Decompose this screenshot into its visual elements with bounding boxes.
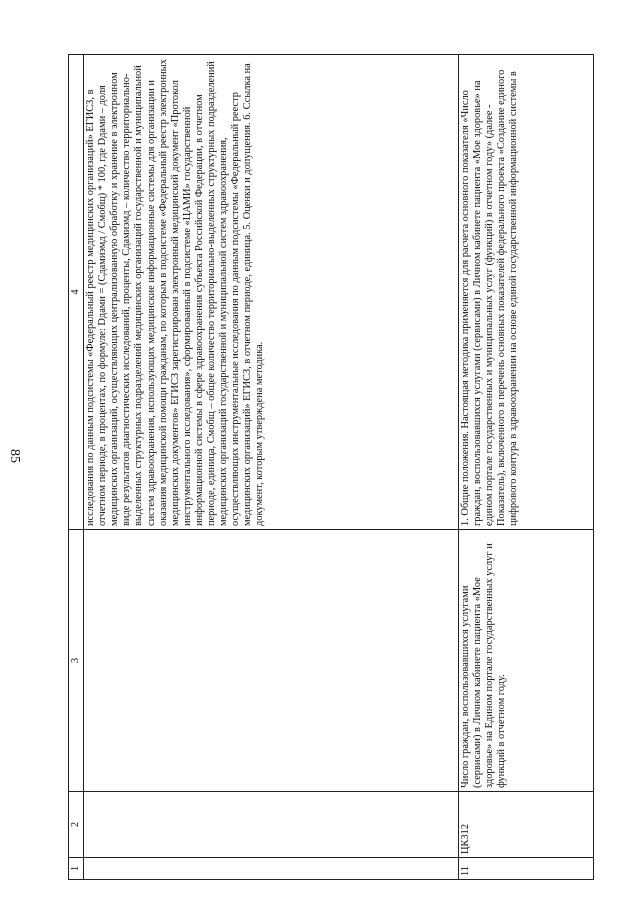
header-col-1: 1	[69, 858, 84, 880]
header-col-3: 3	[69, 530, 84, 792]
table-row	[459, 55, 594, 880]
indicator-name: Число граждан, воспользовавшихся услугами (сервисами) в Личном кабинете пациента «Мое здоровье» на Едином портале государственных услуг и функций в отчетном году.	[459, 530, 594, 792]
rotated-table-container	[68, 55, 608, 880]
table-row	[84, 55, 459, 880]
header-col-2: 2	[69, 792, 84, 858]
page-number: 85	[7, 449, 22, 463]
indicator-code: ЦК312	[459, 792, 594, 858]
methodology-table	[68, 54, 594, 880]
header-col-4: 4	[69, 55, 84, 530]
row-number: 11	[459, 858, 594, 880]
header-row	[69, 55, 84, 880]
indicator-code	[84, 792, 459, 858]
row-number	[84, 858, 459, 880]
methodology-text: 1. Общие положения. Настоящая методика применяется для расчета основного показателя «Число граждан, воспользовавшихся услугами (сервисами) в Личном кабинете пациента «Мое здоровье» на едином портале государственных и муниципальных услуг (функций) в отчетном году» (далее - Показатель), включенного в перечень основных показателей федерального проекта «Создание единого цифрового контура в здравоохранении на основе единой государственной информационной системы в	[459, 55, 594, 530]
methodology-text: исследования по данным подсистемы «Федеральный реестр медицинских организаций» ЕГИСЗ, в отчетном периоде, в процентах, по формуле: Dдами = (Cдамиэмд / Cмобщ) * 100, где Dдами – доля медицинских организаций, осуществляющих централизованную обработку и хранение в электронном виде результатов диагностических исследований, проценты, Cдамиэмд – количество территориально-выделенных структурных подразделений медицинских организаций государственной и муниципальной систем здравоохранения, использующих медицинские информационные системы для организации и оказания медицинской помощи гражданам, по которым в подсистеме «Федеральный реестр электронных медицинских документов» ЕГИСЗ зарегистрирован электронный медицинский документ «Протокол инструментального исследования», сформированный в подсистеме «ЦАМИ» государственной информационной системы в сфере здравоохранения субъекта Российской Федерации, в отчетном периоде, единица, Cмобщ – общее количество территориально-выделенных структурных подразделений медицинских организаций государственной и муниципальной систем здравоохранения, осуществляющих инструментальные исследования по данным подсистемы «Федеральный реестр медицинских организаций» ЕГИСЗ, в отчетном периоде, единица. 5. Оценки и допущения. 6. Ссылка на документ, которым утверждена методика.	[84, 55, 459, 530]
indicator-name	[84, 530, 459, 792]
